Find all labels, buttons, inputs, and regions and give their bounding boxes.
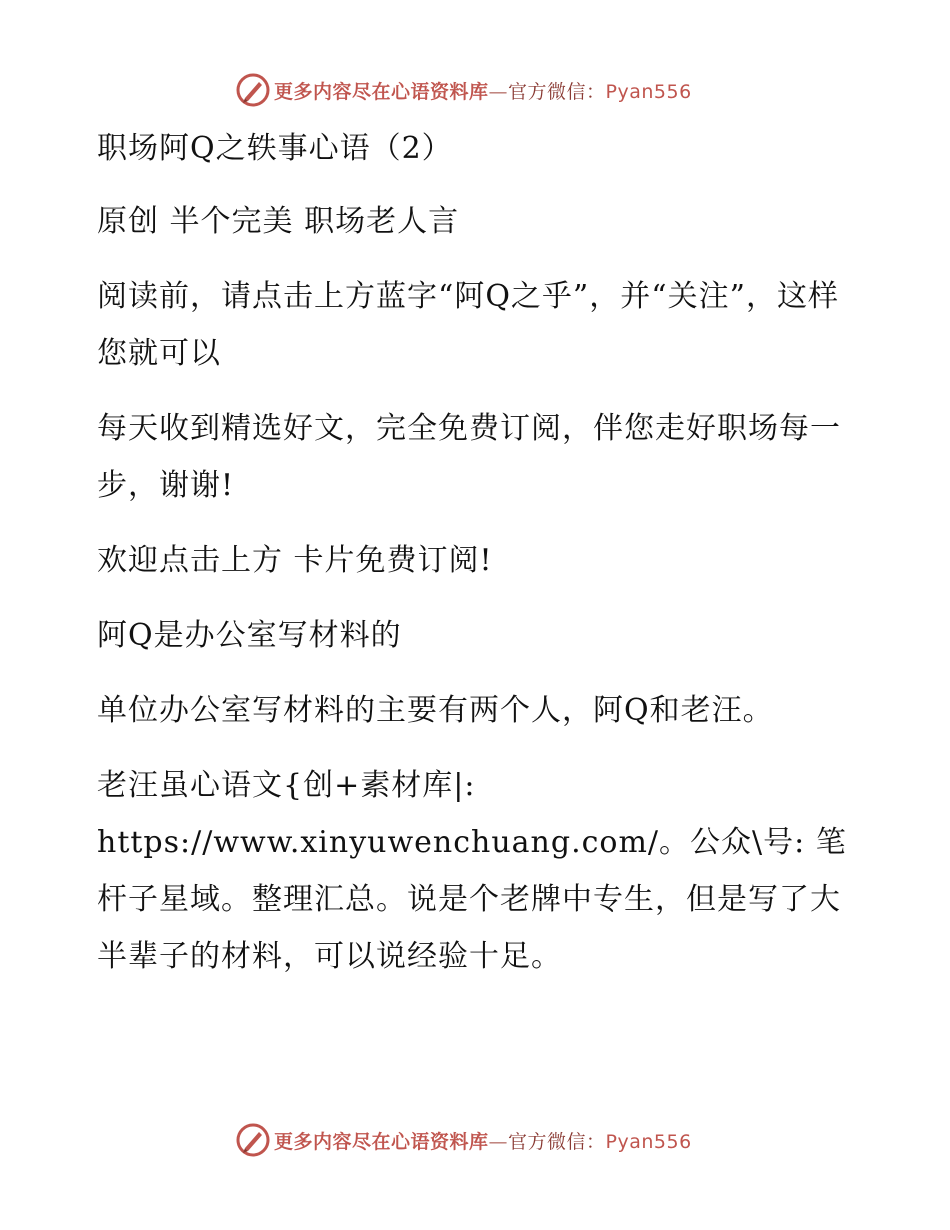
watermark-id: Pyan556 [605,1130,692,1153]
watermark-id: Pyan556 [605,80,692,103]
watermark-dash: — [488,80,509,103]
watermark-label: 官方微信： [508,1130,606,1153]
document-title: 职场阿Q之轶事心语（2） [97,131,453,166]
paragraph-subscribe: 每天收到精选好文，完全免费订阅，伴您走好职场每一步，谢谢! [97,411,841,503]
paragraph-welcome: 欢迎点击上方 卡片免费订阅! [97,543,493,578]
watermark-text [274,77,692,104]
paragraph-office: 单位办公室写材料的主要有两个人，阿Q和老汪。 [97,693,774,728]
pen-logo-icon [236,1123,270,1157]
paragraph-heading: 阿Q是办公室写材料的 [97,618,402,653]
watermark-text [274,1127,692,1154]
footer-watermark [236,1122,692,1158]
pen-logo-icon [236,73,270,107]
byline: 原创 半个完美 职场老人言 [97,204,460,239]
watermark-dash: — [488,1130,509,1153]
watermark-title: 更多内容尽在心语资料库 [274,80,489,103]
watermark-label: 官方微信： [508,80,606,103]
paragraph-intro: 阅读前，请点击上方蓝字“阿Q之乎”，并“关注”，这样您就可以 [97,279,839,371]
header-watermark [236,72,692,108]
paragraph-laowang: 老汪虽心语文{创+素材库|: https://www.xinyuwenchuang.com/。公众\号: 笔杆子星域。整理汇总。说是个老牌中专生，但是写了大半辈子的材料，可以说经验十足。 [97,768,847,974]
watermark-title: 更多内容尽在心语资料库 [274,1130,489,1153]
document-body [97,120,857,1003]
